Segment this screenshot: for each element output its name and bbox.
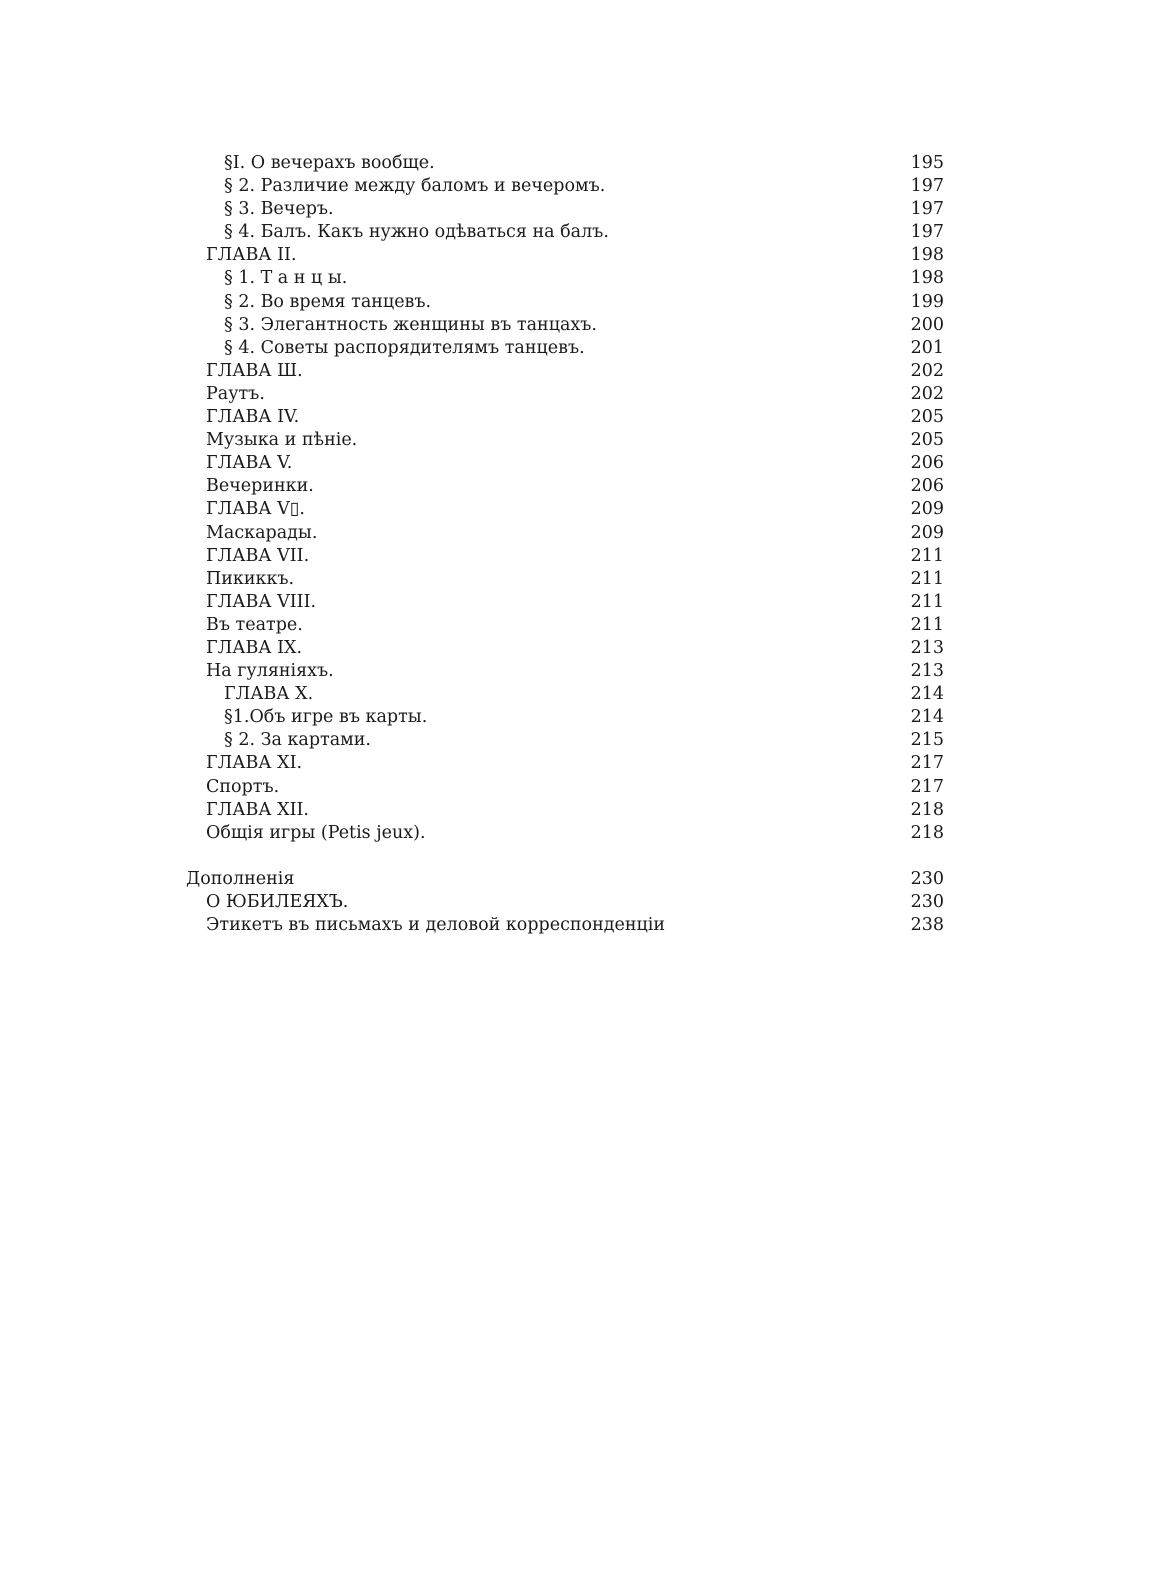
toc-entry-title: § 2. Во время танцевъ. [224,291,432,312]
toc-entry [0,799,1163,822]
toc-entry-page-number: 218 [910,822,944,843]
toc-entry [0,545,1163,568]
toc-entry-page-number: 199 [910,291,944,312]
toc-entry [0,776,1163,799]
toc-entry [0,267,1163,290]
toc-entry-page-number: 198 [910,268,944,289]
toc-entry-title: §1.Объ игре въ карты. [224,707,428,728]
toc-entry-title: ГЛАВА IV. [206,407,300,428]
toc-entry [0,660,1163,683]
toc-entry-page-number: 201 [910,337,944,358]
toc-entry [0,244,1163,267]
toc-entry-page-number: 217 [910,753,944,774]
toc-entry [0,614,1163,637]
toc-entry-title: ГЛАВА V▯. [206,499,305,520]
toc-entry-page-number: 211 [910,545,944,566]
toc-entry [0,706,1163,729]
toc-entry-title: ГЛАВА Ш. [206,360,303,381]
toc-entry-page-number: 202 [910,360,944,381]
toc-entry-title: Этикетъ въ письмахъ и деловой корреспонденціи [206,915,666,935]
toc-entry [0,175,1163,198]
toc-entry-page-number: 215 [910,730,944,751]
toc-entry [0,221,1163,244]
toc-entry-title: § 1. Т а н ц ы. [224,268,348,289]
toc-entry-title: ГЛАВА VIII. [206,591,317,612]
toc-entry [0,475,1163,498]
toc-entry [0,568,1163,591]
toc-entry-page-number: 230 [910,891,944,912]
toc-entry-title: Въ театре. [206,614,303,635]
toc-entry-title: ГЛАВА X. [224,684,314,705]
toc-entry-page-number: 206 [910,476,944,497]
toc-entry [0,152,1163,175]
toc-entry [0,452,1163,475]
toc-entry [0,337,1163,360]
toc-entry-page-number: 230 [910,868,944,889]
toc-entry-title: ГЛАВА II. [206,245,297,266]
toc-entry-title: Маскарады. [206,522,318,543]
toc-entry-title: § 2. Различие между баломъ и вечеромъ. [224,176,606,197]
toc-entry [0,591,1163,614]
toc-entry-page-number: 205 [910,407,944,428]
toc-entry [0,498,1163,521]
toc-entry-title: Музыка и пѣніе. [206,430,358,451]
toc-entry [0,314,1163,337]
toc-entry-page-number: 205 [910,430,944,451]
toc-entry-page-number: 209 [910,499,944,520]
toc-entry-title: Дополненія [186,868,295,889]
table-of-contents [0,152,1163,937]
toc-entry-title: § 4. Балъ. Какъ нужно одѣваться на балъ. [224,222,609,243]
toc-entry-title: ГЛАВА IX. [206,637,303,658]
toc-entry-page-number: 209 [910,522,944,543]
toc-entry-title: § 2. За картами. [224,730,371,751]
toc-entry-title: ГЛАВА V. [206,453,293,474]
toc-entry-page-number: 217 [910,776,944,797]
toc-entry-title: Спортъ. [206,776,280,797]
toc-entry-page-number: 218 [910,799,944,820]
toc-entry-title: О ЮБИЛЕЯХЪ. [206,891,349,912]
toc-entry [0,198,1163,221]
section-gap [0,845,1163,868]
toc-entry-page-number: 238 [910,915,944,935]
toc-entry-page-number: 197 [910,199,944,220]
toc-entry-title: §I. О вечерахъ вообще. [224,153,435,173]
toc-entry [0,522,1163,545]
toc-entry-page-number: 206 [910,453,944,474]
toc-entry-title: § 4. Советы распорядителямъ танцевъ. [224,337,585,358]
toc-entry [0,822,1163,845]
toc-entry-title: ГЛАВА XI. [206,753,303,774]
toc-entry-page-number: 198 [910,245,944,266]
toc-entry [0,752,1163,775]
toc-entry [0,637,1163,660]
toc-entry [0,360,1163,383]
toc-entry-title: Пикиккъ. [206,568,295,589]
toc-entry-page-number: 211 [910,568,944,589]
toc-entry [0,891,1163,914]
toc-entry-page-number: 211 [910,614,944,635]
toc-entry-title: ГЛАВА VII. [206,545,310,566]
toc-entry [0,729,1163,752]
toc-entry-page-number: 211 [910,591,944,612]
toc-entry-page-number: 213 [910,637,944,658]
toc-entry [0,429,1163,452]
toc-entry [0,406,1163,429]
toc-entry [0,868,1163,891]
toc-entry-title: § 3. Вечеръ. [224,199,334,220]
toc-entry-page-number: 213 [910,661,944,682]
toc-entry [0,383,1163,406]
toc-entry-page-number: 200 [910,314,944,335]
toc-entry-title: Раутъ. [206,383,265,404]
toc-entry-title: На гуляніяхъ. [206,661,334,682]
toc-entry-page-number: 197 [910,222,944,243]
toc-entry-page-number: 214 [910,684,944,705]
toc-entry [0,914,1163,937]
toc-entry-title: Общія игры (Petis jeux). [206,822,426,843]
toc-entry [0,291,1163,314]
toc-entry-title: Вечеринки. [206,476,314,497]
toc-entry-title: ГЛАВА XII. [206,799,309,820]
toc-entry-title: § 3. Элегантность женщины въ танцахъ. [224,314,597,335]
toc-entry-page-number: 197 [910,176,944,197]
toc-entry [0,683,1163,706]
toc-entry-page-number: 214 [910,707,944,728]
toc-entry-page-number: 202 [910,383,944,404]
toc-entry-page-number: 195 [910,153,944,173]
